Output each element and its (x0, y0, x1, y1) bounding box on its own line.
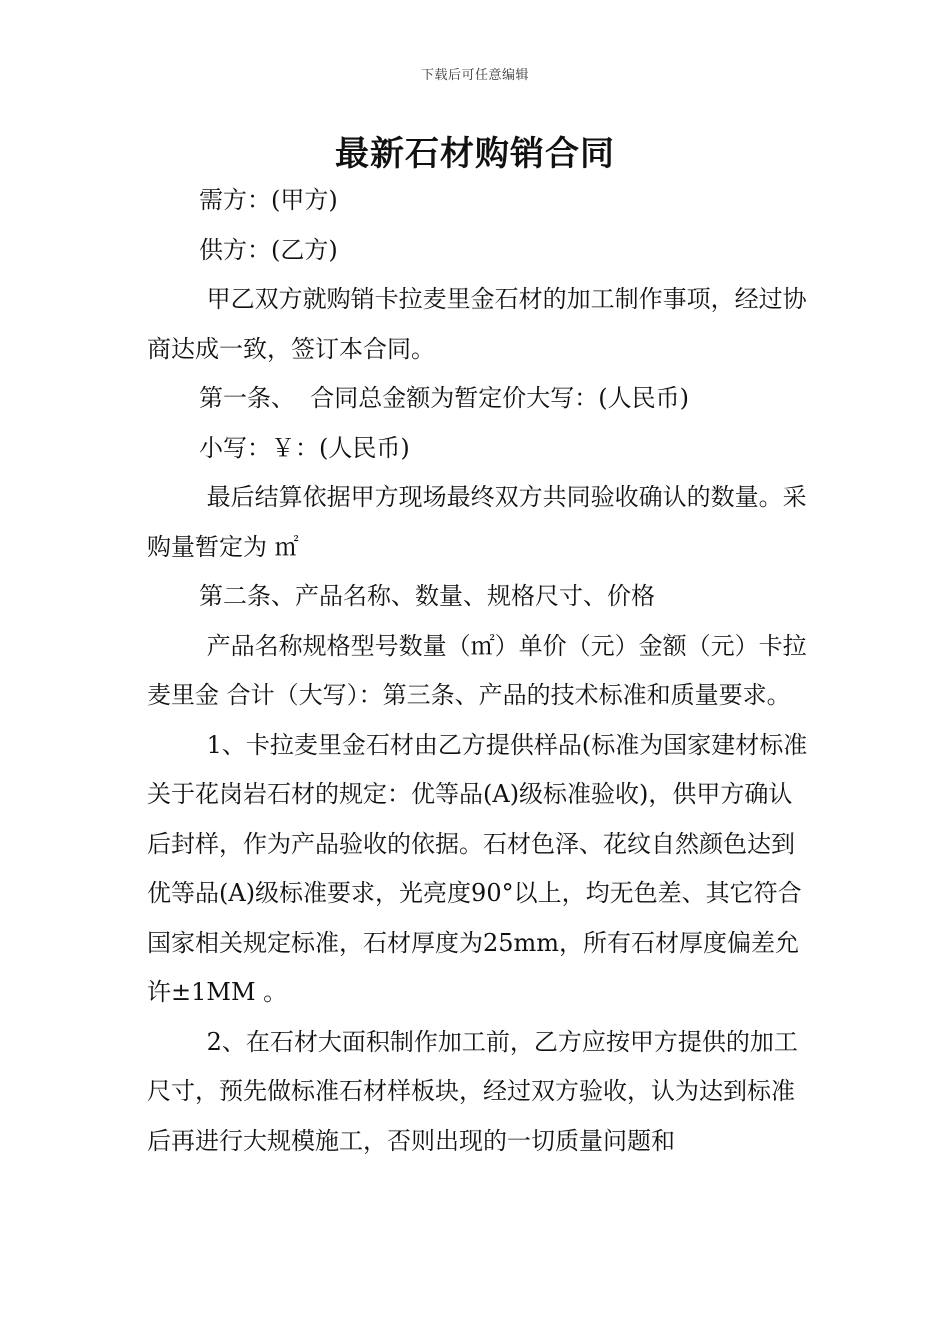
paragraph-clause-1: 1、卡拉麦里金石材由乙方提供样品(标准为国家建材标准关于花岗岩石材的规定：优等品(A)级标准验收)，供甲方确认后封样，作为产品验收的依据。石材色泽、花纹自然颜色达到优等品(A)级标准要求，光亮度90°以上，均无色差、其它符合国家相关规定标准，石材厚度为25mm，所有石材厚度偏差允许±1MM 。 (147, 730, 808, 1006)
paragraph-clause-2: 2、在石材大面积制作加工前，乙方应按甲方提供的加工尺寸，预先做标准石材样板块，经过双方验收，认为达到标准后再进行大规模施工，否则出现的一切质量问题和 (147, 1027, 798, 1155)
paragraph-supply-party: 供方：(乙方) (199, 235, 338, 264)
paragraph-article-1: 第一条、 合同总金额为暂定价大写：(人民币) (199, 384, 689, 412)
document-body (147, 176, 813, 1166)
paragraph-article-2: 第二条、产品名称、数量、规格尺寸、价格 (199, 582, 655, 610)
paragraph-product-table: 产品名称规格型号数量（㎡）单价（元）金额（元）卡拉麦里金 合计（大写）：第三条、产品的技术标准和质量要求。 (147, 631, 807, 709)
paragraph-settlement: 最后结算依据甲方现场最终双方共同验收确认的数量。采购量暂定为 ㎡ (147, 483, 807, 561)
header-watermark: 下载后可任意编辑 (420, 68, 529, 83)
paragraph-amount-figures: 小写：￥：(人民币) (199, 433, 410, 462)
document-title: 最新石材购销合同 (335, 134, 615, 174)
paragraph-intro: 甲乙双方就购销卡拉麦里金石材的加工制作事项，经过协商达成一致，签订本合同。 (147, 285, 807, 363)
paragraph-demand-party: 需方：(甲方) (199, 186, 338, 214)
